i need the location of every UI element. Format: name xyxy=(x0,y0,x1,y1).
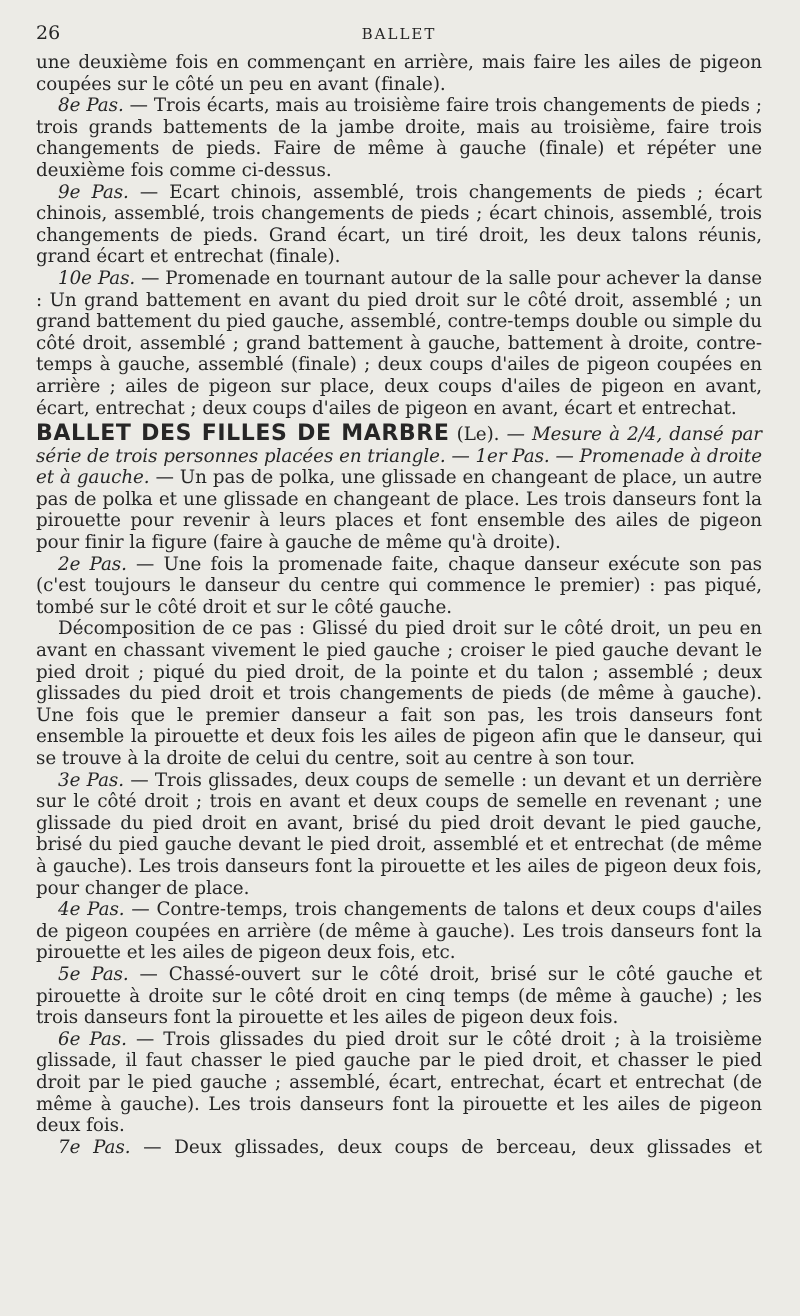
paragraph-text: — Ecart chinois, assemblé, trois changements de pieds ; écart chinois, assemblé, trois changements de pieds ; écart chinois, assemblé, trois changements de pieds. Grand écart, un tiré droit, les deux talons réunis, grand écart et entrechat (finale). xyxy=(36,181,762,268)
paragraph-decomposition xyxy=(36,618,762,769)
paragraph-step-8 xyxy=(36,95,762,181)
paragraph-text: — Trois écarts, mais au troisième faire trois changements de pieds ; trois grands battements de la jambe droite, mais au troisième, faire trois changements de pieds. Faire de même à gauche (finale) et répéter une deuxième fois comme ci-dessus. xyxy=(36,95,762,181)
paragraph-step-3 xyxy=(36,770,762,900)
page-header xyxy=(36,22,762,52)
paragraph-text: — Chassé-ouvert sur le côté droit, brisé sur le côté gauche et pirouette à droite sur le côté droit en cinq temps (de même à gauche) ; les trois danseurs font la pirouette et les ailes de pigeon deux fois. xyxy=(36,963,762,1029)
paragraph-step-2 xyxy=(36,554,762,619)
paragraph-step-5 xyxy=(36,964,762,1029)
paragraph-step-6 xyxy=(36,1029,762,1137)
section-entry xyxy=(36,423,762,554)
section-title: BALLET DES FILLES DE MARBRE xyxy=(36,421,450,447)
step-label: 8e Pas. xyxy=(58,95,124,117)
paragraph-text: — Trois glissades, deux coups de semelle : un devant et un derrière sur le côté droit ; trois en avant et deux coups de semelle en revenant ; une glissade du pied droit en avant, brisé du pied droit devant le pied gauche, brisé du pied gauche devant le pied droit, assemblé et et entrechat (de même à gauche). Les trois danseurs font la pirouette et les ailes de pigeon deux fois, pour changer de place. xyxy=(36,769,762,899)
step-label: 9e Pas. xyxy=(58,181,129,203)
paragraph-step-9 xyxy=(36,182,762,268)
paragraph-text: — Trois glissades du pied droit sur le côté droit ; à la troisième glissade, il faut chasser le pied gauche par le pied droit, et chasser le pied droit par le pied gauche ; assemblé, écart, entrechat, écart et entrechat (de même à gauche). Les trois danseurs font la pirouette et les ailes de pigeon deux fois. xyxy=(36,1028,762,1137)
paragraph-text: — Une fois la promenade faite, chaque danseur exécute son pas (c'est toujours le danseur du centre qui commence le premier) : pas piqué, tombé sur le côté droit et sur le côté gauche. xyxy=(36,553,763,618)
paragraph-text: Décomposition de ce pas : Glissé du pied droit sur le côté droit, un peu en avant en chassant vivement le pied gauche ; croiser le pied gauche devant le pied droit ; piqué du pied droit, de la pointe et du talon ; assemblé ; deux glissades du pied droit et trois changements de pieds (de même à gauche). Une fois que le premier danseur a fait son pas, les trois danseurs font ensemble la pirouette et deux fois les ailes de pigeon afin que le danseur, qui se trouve à la droite de celui du centre, soit au centre à son tour. xyxy=(36,618,762,769)
paragraph-step-10 xyxy=(36,268,762,419)
section-subtitle: — Mesure à 2/4, dansé par série de trois personnes placées en triangle. — 1er Pas. — Promenade à droite et à gauche. xyxy=(36,424,762,489)
step-label: 5e Pas. xyxy=(58,963,129,985)
paragraph-text: une deuxième fois en commençant en arrière, mais faire les ailes de pigeon coupées sur le côté un peu en avant (finale). xyxy=(36,52,762,95)
paragraph-text: — Contre-temps, trois changements de talons et deux coups d'ailes de pigeon coupées en arrière (de même à gauche). Les trois danseurs font la pirouette et les ailes de pigeon deux fois, etc. xyxy=(36,899,762,964)
section-text: — Un pas de polka, une glissade en changeant de place, un autre pas de polka et une glissade en changeant de place. Les trois danseurs font la pirouette pour revenir à leurs places et font ensemble des ailes de pigeon pour finir la figure (faire à gauche de même qu'à droite). xyxy=(36,467,762,554)
running-title: BALLET xyxy=(361,25,437,43)
step-label: 2e Pas. xyxy=(58,553,127,575)
paragraph-text: — Deux glissades, deux coups de berceau, deux glissades et xyxy=(130,1136,762,1158)
paragraph-step-7 xyxy=(36,1137,762,1159)
paragraph-step-4 xyxy=(36,899,762,964)
paragraph xyxy=(36,52,762,95)
step-label: 10e Pas. xyxy=(58,267,136,289)
step-label: 4e Pas. xyxy=(58,899,125,921)
page-number: 26 xyxy=(36,22,61,44)
section-article: (Le). xyxy=(449,424,500,446)
step-label: 7e Pas. xyxy=(58,1136,131,1158)
step-label: 6e Pas. xyxy=(58,1028,127,1050)
paragraph-text: — Promenade en tournant autour de la salle pour achever la danse : Un grand battement en avant du pied droit sur le côté droit, assemblé ; un grand battement du pied gauche, assemblé, contre-temps double ou simple du côté droit, assemblé ; grand battement à gauche, battement à droite, contre-temps à gauche, assemblé (finale) ; deux coups d'ailes de pigeon coupées en arrière ; ailes de pigeon sur place, deux coups d'ailes de pigeon en avant, écart, entrechat ; deux coups d'ailes de pigeon en avant, écart et entrechat. xyxy=(36,267,762,419)
step-label: 3e Pas. xyxy=(58,769,125,791)
